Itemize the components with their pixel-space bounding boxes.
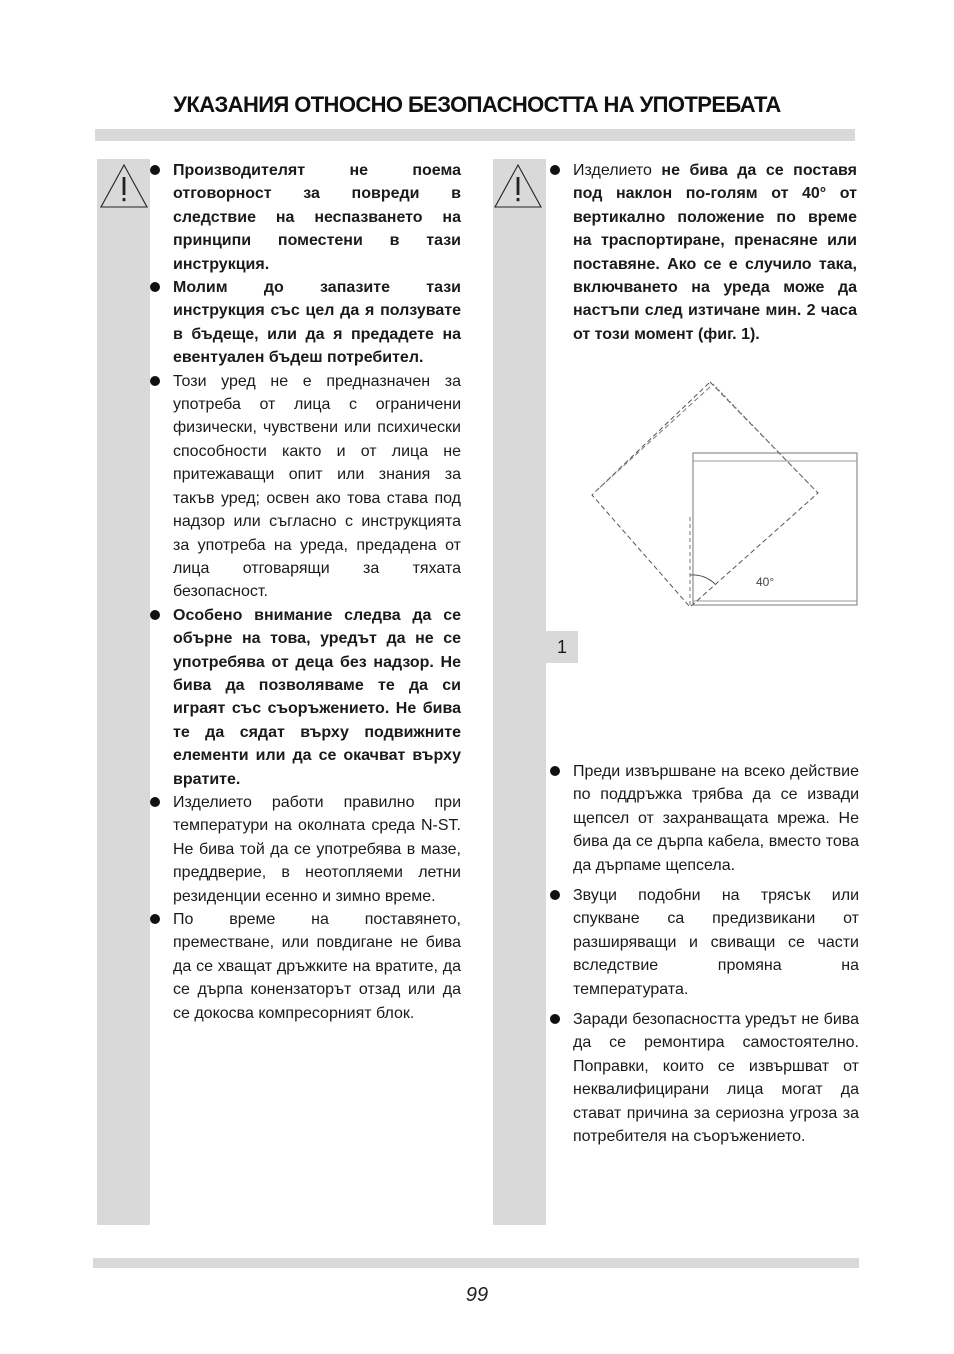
list-item: Този уред не е предназначен за употреба от лица с ограничени физически, чувствени или психически способности както и от лица не притежаващи опит или знания за такъв уред; освен ако това става под надзор или съгласно с инструкцията за употреба на уреда, предадена от лица отговарящи за тяхата безопасност. — [147, 370, 461, 604]
angle-label: 40° — [756, 575, 775, 589]
tilt-lead-text: Изделието — [573, 162, 652, 179]
warning-triangle-icon — [99, 163, 149, 209]
left-margin-band — [97, 159, 150, 1225]
list-item: Преди извършване на всеко действие по поддръжка трябва да се извади щепсел от захранващата мрежа. Не бива да се дърпа кабела, вместо това да дърпаме щепсела. — [547, 760, 859, 877]
list-item: По време на поставянето, преместване, или повдигане не бива да се хващат дръжките на вратите, да се дърпа конензаторът отзад или да се докосва компресорният блок. — [147, 908, 461, 1025]
list-item: Изделието работи правилно при температури на околната среда N-ST. Не бива той да се употребява в мазе, преддверие, в неотопляеми летни резиденции есенно и зимно време. — [147, 791, 461, 908]
safety-list-right — [547, 760, 859, 1149]
right-column-bottom — [547, 760, 859, 1156]
left-column — [147, 159, 461, 1025]
list-item: Производителят не поема отговорност за повреди в следствие на неспазването на принципи поместени в тази инструкция. — [147, 159, 461, 276]
list-item: Молим до запазите тази инструкция със цел да я ползувате в бъдеще, или да я предадете на евентуален бъдеш потребител. — [147, 276, 461, 370]
list-item: Особено внимание следва да се обърне на това, уредът да не се употребява от деца без надзор. Не бива да позволяваме те да си играят със съоръжението. Не бива те да сядат върху подвижните елементи или да се окачват върху вратите. — [147, 604, 461, 791]
tilt-warning-list — [547, 159, 857, 346]
footer-divider — [93, 1258, 859, 1268]
list-item: Звуци подобни на трясък или спукване са предизвикани от разширяващи и свиващи се части вследствие промяна на температурата. — [547, 884, 859, 1001]
list-item: Заради безопасността уредът не бива да се ремонтира самостоятелно. Поправки, които се извършват от неквалифицирани лица могат да стават причина за сериозна угроза за потребителя на съоръжението. — [547, 1008, 859, 1148]
header-divider — [95, 129, 855, 141]
safety-list-left — [147, 159, 461, 1025]
right-column-top — [547, 159, 857, 346]
tilt-warning-text: не бива да се поставя под наклон по-голям от 40° от вертикално положение по време на траспортиране, пренасяне или поставяне. Ако се е случило така, включването на уреда може да настъпи след изтичане мин. 2 часа от този момент (фиг. 1). — [573, 162, 857, 343]
list-item — [547, 159, 857, 346]
tilt-angle-figure — [580, 375, 860, 615]
right-margin-band — [493, 159, 546, 1225]
figure-number: 1 — [546, 631, 578, 663]
page-title: УКАЗАНИЯ ОТНОСНО БЕЗОПАСНОСТТА НА УПОТРЕБАТА — [173, 92, 781, 117]
page-number: 99 — [465, 1284, 489, 1306]
warning-triangle-icon — [493, 163, 543, 209]
